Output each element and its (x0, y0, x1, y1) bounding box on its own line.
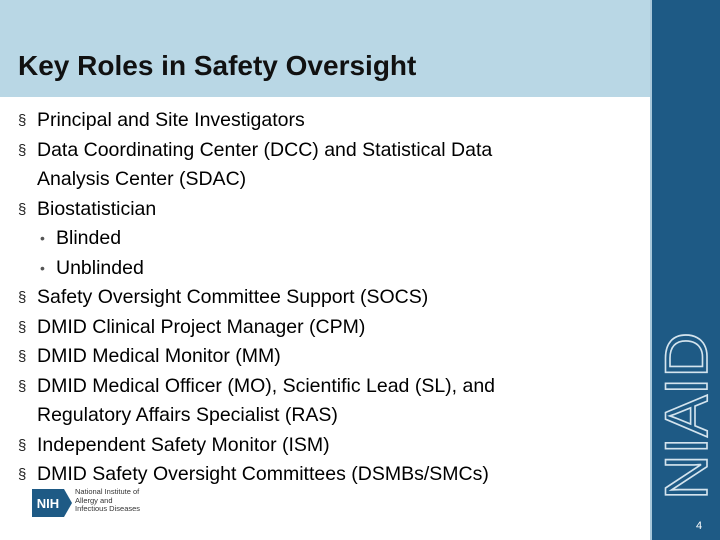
nih-logo-line: Infectious Diseases (75, 504, 141, 514)
bullet-item (18, 106, 643, 136)
page-number: 4 (696, 520, 703, 532)
bullet-text: DMID Safety Oversight Committees (DSMBs/SMCs) (37, 463, 489, 485)
sub-bullet-item (18, 224, 643, 254)
nih-logo-line: Allergy and (75, 495, 113, 505)
bullet-item (18, 283, 643, 313)
bullet-marker: § (18, 318, 27, 336)
bullet-text: DMID Clinical Project Manager (CPM) (37, 315, 366, 338)
bullet-marker: § (18, 436, 27, 454)
bullet-item (18, 313, 643, 343)
bullet-text: Biostatistician (37, 197, 157, 220)
bullet-item (18, 195, 643, 225)
bullet-marker: § (18, 200, 27, 218)
bullet-text: Safety Oversight Committee Support (SOCS) (37, 286, 429, 308)
bullet-marker: § (18, 141, 27, 159)
bullet-text: Principal and Site Investigators (37, 109, 305, 131)
bullet-list (18, 106, 643, 490)
bullet-item (18, 431, 643, 461)
niaid-logo-text: NIAID (653, 339, 720, 500)
bullet-text: DMID Medical Officer (MO), Scientific Lead (SL), and (37, 374, 496, 397)
bullet-marker: § (18, 289, 27, 306)
slide-title: Key Roles in Safety Oversight (18, 50, 417, 81)
nih-logo-mark: NIH (36, 496, 60, 511)
title-band (0, 0, 650, 97)
bullet-marker: § (18, 112, 27, 129)
bullet-text: Unblinded (56, 256, 144, 279)
bullet-item (18, 372, 643, 402)
niaid-logo (653, 330, 720, 502)
bullet-item (18, 342, 643, 372)
sub-bullet-item (18, 254, 643, 284)
nih-logo-text (75, 488, 140, 514)
bullet-marker: § (18, 348, 27, 365)
bullet-continuation (18, 165, 643, 195)
bullet-text: DMID Medical Monitor (MM) (37, 345, 281, 367)
bullet-marker: § (18, 377, 27, 395)
bullet-text: Blinded (56, 227, 122, 249)
sub-bullet-marker: • (40, 259, 45, 276)
bullet-text: Independent Safety Monitor (ISM) (37, 433, 330, 456)
bullet-marker: § (18, 466, 27, 483)
bullet-continuation (18, 401, 643, 431)
nih-logo-line: National Institute of (75, 487, 140, 496)
bullet-text: Regulatory Affairs Specialist (RAS) (37, 404, 338, 426)
bullet-text: Analysis Center (SDAC) (37, 168, 247, 190)
side-divider (650, 0, 652, 540)
bullet-text: Data Coordinating Center (DCC) and Statistical Data (37, 138, 493, 161)
sub-bullet-marker: • (40, 230, 45, 246)
bullet-item (18, 136, 643, 166)
